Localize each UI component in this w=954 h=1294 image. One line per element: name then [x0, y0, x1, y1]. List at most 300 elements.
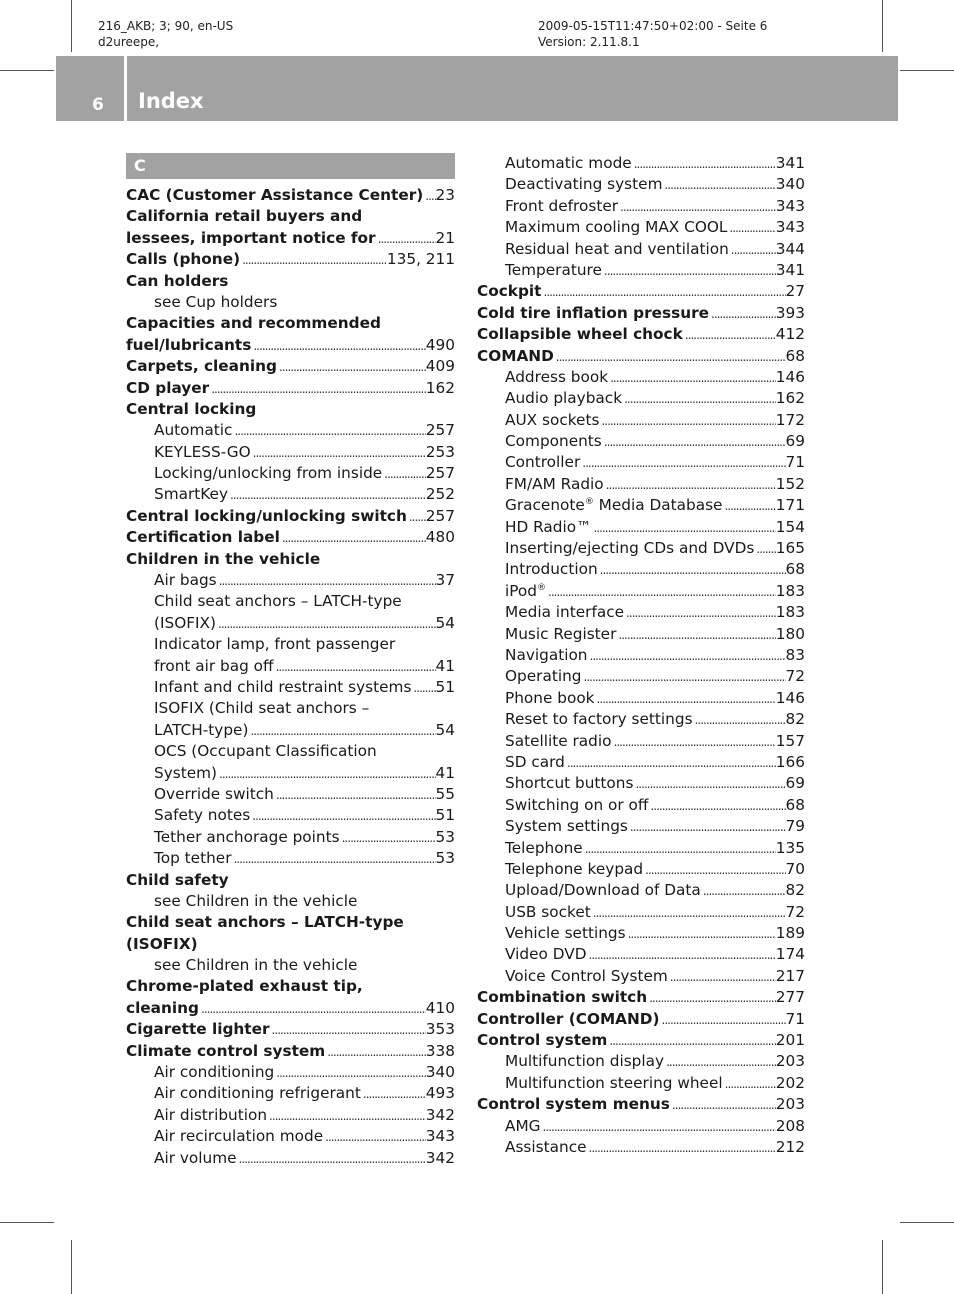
index-entry-text: Multifunction display — [505, 1052, 665, 1071]
index-entry-page: 410 — [425, 998, 455, 1017]
index-entry-page: 41 — [435, 763, 455, 782]
index-entry-text: Override switch — [154, 784, 274, 803]
index-entry-text: CD player — [126, 378, 210, 397]
index-entry-text: Cold tire inflation pressure — [477, 303, 710, 322]
index-entry — [126, 527, 455, 548]
index-entry-text: Inserting/ejecting CDs and DVDs — [505, 539, 755, 558]
index-entry-text: cleaning — [126, 998, 199, 1017]
index-entry — [126, 656, 455, 677]
leader-dots — [668, 967, 776, 988]
index-entry-page: 343 — [775, 218, 805, 237]
index-entry-page: 203 — [775, 1052, 805, 1071]
index-entry — [477, 1094, 805, 1115]
index-entry-text: Maximum cooling MAX COOL — [505, 218, 728, 237]
index-entry-page: 162 — [775, 389, 805, 408]
index-entry-text: Tether anchorage points — [154, 827, 340, 846]
index-entry-text: Temperature — [505, 260, 602, 279]
index-entry-page: 201 — [775, 1031, 805, 1050]
index-entry-text: Music Register — [505, 624, 617, 643]
index-entry-page: 343 — [775, 196, 805, 215]
index-entry-page: 54 — [435, 613, 455, 632]
index-entry-text: Air volume — [154, 1148, 237, 1167]
leader-dots — [267, 1106, 426, 1127]
leader-dots — [599, 411, 775, 432]
index-entry-page: 71 — [785, 1009, 805, 1028]
crop-mark — [0, 1222, 54, 1223]
index-entry-text: Satellite radio — [505, 731, 612, 750]
leader-dots — [237, 1149, 426, 1170]
index-entry-page: 27 — [785, 282, 805, 301]
index-entry-text: Child seat anchors – LATCH-type — [126, 913, 404, 932]
crop-mark — [882, 1240, 883, 1294]
index-entry-text: Address book — [505, 367, 609, 386]
index-entry-page: 146 — [775, 688, 805, 707]
index-entry-page: 340 — [425, 1063, 455, 1082]
index-entry — [477, 474, 805, 495]
index-entry-page: 152 — [775, 474, 805, 493]
leader-dots — [662, 175, 775, 196]
leader-dots — [607, 1031, 775, 1052]
print-meta-left — [98, 18, 233, 50]
index-entry-text — [505, 495, 722, 516]
leader-dots — [595, 689, 776, 710]
index-entry-text: Cigarette lighter — [126, 1020, 270, 1039]
index-entry — [477, 602, 805, 623]
index-entry — [126, 228, 455, 249]
leader-dots — [591, 903, 786, 924]
index-entry-text: Air conditioning refrigerant — [154, 1084, 361, 1103]
index-entry-page: 257 — [425, 506, 455, 525]
leader-dots — [602, 432, 786, 453]
leader-dots — [232, 421, 425, 442]
index-entry-page: 55 — [435, 784, 455, 803]
index-entry-text: front air bag off — [154, 656, 274, 675]
index-entry — [126, 292, 455, 313]
index-entry — [126, 976, 455, 997]
index-entry-page: 41 — [435, 656, 455, 675]
index-entry-page: 37 — [435, 571, 455, 590]
leader-dots — [618, 197, 776, 218]
index-entry — [477, 324, 805, 345]
index-entry-page: 253 — [425, 442, 455, 461]
leader-dots — [580, 453, 785, 474]
leader-dots — [325, 1042, 426, 1063]
index-entry-page: 146 — [775, 367, 805, 386]
leader-dots — [664, 1052, 776, 1073]
index-entry — [477, 346, 805, 367]
index-entry — [477, 923, 805, 944]
meta-right-line1: 2009-05-15T11:47:50+02:00 - Seite 6 — [538, 19, 768, 33]
leader-dots — [565, 753, 776, 774]
leader-dots — [411, 678, 435, 699]
index-entry-page: 71 — [785, 453, 805, 472]
leader-dots — [754, 539, 775, 560]
index-entry — [126, 378, 455, 399]
leader-dots — [280, 528, 426, 549]
index-entry — [477, 559, 805, 580]
index-entry-page: 83 — [785, 645, 805, 664]
index-entry — [126, 484, 455, 505]
index-entry-page: 344 — [775, 239, 805, 258]
leader-dots — [541, 1117, 776, 1138]
leader-dots — [541, 282, 785, 303]
index-entry-page: 51 — [435, 677, 455, 696]
page-number: 6 — [92, 95, 104, 115]
index-entry-page: 183 — [775, 581, 805, 600]
index-entry-text: Automatic — [154, 421, 233, 440]
index-entry — [126, 955, 455, 976]
index-entry — [477, 773, 805, 794]
index-entry-page: 79 — [785, 817, 805, 836]
index-entry — [126, 870, 455, 891]
index-list-right — [477, 153, 805, 1158]
index-entry — [126, 1126, 455, 1147]
index-entry-page: 180 — [775, 624, 805, 643]
index-entry-term: iPod — [505, 581, 537, 600]
index-entry-page: 165 — [775, 539, 805, 558]
index-entry — [477, 816, 805, 837]
index-entry-page: 82 — [785, 881, 805, 900]
index-entry — [126, 784, 455, 805]
index-entry — [126, 891, 455, 912]
index-entry — [477, 987, 805, 1008]
index-entry-text: Cockpit — [477, 282, 542, 301]
index-entry-page: 68 — [785, 560, 805, 579]
index-entry — [126, 741, 455, 762]
leader-dots — [647, 988, 776, 1009]
index-entry-text: Components — [505, 432, 602, 451]
index-entry — [126, 570, 455, 591]
index-entry-page: 51 — [435, 806, 455, 825]
index-entry-text: USB socket — [505, 902, 591, 921]
index-entry-text: Can holders — [126, 271, 229, 290]
index-entry — [126, 677, 455, 698]
index-entry-page: 208 — [775, 1116, 805, 1135]
index-entry-text: Telephone keypad — [505, 859, 644, 878]
leader-dots — [199, 999, 426, 1020]
index-entry — [477, 517, 805, 538]
index-entry-page: 412 — [775, 325, 805, 344]
index-entry — [126, 1019, 455, 1040]
index-entry — [126, 934, 455, 955]
index-entry — [126, 634, 455, 655]
index-entry — [477, 239, 805, 260]
index-entry-text: Reset to factory settings — [505, 710, 693, 729]
index-entry-text: KEYLESS-GO — [154, 442, 251, 461]
index-entry — [126, 848, 455, 869]
meta-left-line2: d2ureepe, — [98, 35, 160, 49]
index-column-left — [126, 153, 455, 1169]
index-entry-text: Automatic mode — [505, 154, 632, 172]
index-entry-text: FM/AM Radio — [505, 474, 604, 493]
index-entry-page: 212 — [775, 1137, 805, 1156]
page-title: Index — [138, 89, 204, 113]
index-entry-text: OCS (Occupant Classification — [154, 742, 377, 761]
index-entry-page: 393 — [775, 303, 805, 322]
index-entry — [477, 153, 805, 174]
index-entry-page: 68 — [785, 795, 805, 814]
index-entry — [126, 313, 455, 334]
index-entry — [477, 217, 805, 238]
index-entry-text: Media interface — [505, 603, 625, 622]
index-entry — [477, 260, 805, 281]
index-entry — [477, 859, 805, 880]
index-entry-page: 72 — [785, 667, 805, 686]
index-entry-text: Video DVD — [505, 945, 587, 964]
index-entry-page: 172 — [775, 410, 805, 429]
index-entry — [126, 591, 455, 612]
leader-dots — [648, 796, 785, 817]
index-entry — [477, 688, 805, 709]
leader-dots — [624, 603, 776, 624]
index-entry-text: Indicator lamp, front passenger — [154, 635, 396, 654]
leader-dots — [643, 860, 785, 881]
index-entry-text: see Children in the vehicle — [154, 891, 358, 910]
index-entry-text: Calls (phone) — [126, 250, 241, 269]
index-entry-text: AUX sockets — [505, 410, 600, 429]
index-entry-page: 340 — [775, 175, 805, 194]
index-entry — [477, 303, 805, 324]
index-entry-text: CAC (Customer Assistance Center) — [126, 186, 424, 204]
leader-dots — [588, 646, 786, 667]
index-entry-text: COMAND — [477, 346, 554, 365]
index-entry-text: Children in the vehicle — [126, 549, 321, 568]
index-entry-page: 68 — [785, 346, 805, 365]
index-entry-text: Climate control system — [126, 1041, 326, 1060]
index-entry-text: Central locking — [126, 399, 257, 418]
print-meta-right — [538, 18, 767, 50]
index-entry — [126, 805, 455, 826]
leader-dots — [587, 1138, 776, 1159]
index-entry-text: System settings — [505, 817, 628, 836]
leader-dots — [628, 817, 786, 838]
index-entry — [477, 752, 805, 773]
leader-dots — [216, 614, 436, 635]
index-entry — [126, 1105, 455, 1126]
index-entry-text: Central locking/unlocking switch — [126, 506, 407, 525]
index-entry-page: 341 — [775, 154, 805, 172]
index-entry-text: Top tether — [154, 849, 232, 868]
index-entry-page: 342 — [425, 1148, 455, 1167]
index-entry — [477, 966, 805, 987]
index-entry-page: 162 — [425, 378, 455, 397]
index-entry-text: System) — [154, 763, 218, 782]
index-entry-text: SmartKey — [154, 485, 229, 504]
index-entry-text: Assistance — [505, 1137, 587, 1156]
index-entry — [477, 1137, 805, 1158]
index-entry — [477, 1051, 805, 1072]
index-entry-page: 72 — [785, 902, 805, 921]
index-entry-text: Control system menus — [477, 1095, 670, 1114]
index-entry-text: Front defroster — [505, 196, 619, 215]
leader-dots — [591, 518, 775, 539]
index-entry-text: Phone book — [505, 688, 595, 707]
index-entry-page: 183 — [775, 603, 805, 622]
index-entry-text: (ISOFIX) — [154, 613, 216, 632]
index-entry-text: HD Radio™ — [505, 517, 592, 536]
index-entry — [126, 1062, 455, 1083]
index-entry-text: Telephone — [505, 838, 583, 857]
index-entry-text: Controller — [505, 453, 581, 472]
index-entry-text: Child safety — [126, 870, 229, 889]
index-entry-page: 23 — [435, 186, 455, 204]
index-entry — [477, 944, 805, 965]
crop-mark — [0, 70, 54, 71]
index-entry-text: Capacities and recommended — [126, 314, 381, 333]
leader-dots — [231, 849, 435, 870]
index-entry-page: 53 — [435, 849, 455, 868]
index-entry — [126, 613, 455, 634]
index-entry-text: Chrome-plated exhaust tip, — [126, 977, 363, 996]
index-entry — [126, 399, 455, 420]
leader-dots — [382, 464, 426, 485]
index-entry — [477, 581, 805, 602]
index-entry-page: 69 — [785, 774, 805, 793]
index-entry — [477, 452, 805, 473]
index-entry-text: Deactivating system — [505, 175, 663, 194]
leader-dots — [586, 945, 775, 966]
crop-mark — [900, 70, 954, 71]
header-divider — [124, 56, 127, 121]
index-entry-page: 203 — [775, 1095, 805, 1114]
index-entry-term: Gracenote — [505, 496, 585, 515]
index-entry-page: 135, 211 — [386, 250, 455, 269]
index-entry-text: Voice Control System — [505, 966, 668, 985]
index-entry-page: 217 — [775, 966, 805, 985]
index-entry — [477, 645, 805, 666]
index-entry-text: Infant and child restraint systems — [154, 677, 412, 696]
index-entry-text: Upload/Download of Data — [505, 881, 701, 900]
index-entry-page: 277 — [775, 988, 805, 1007]
leader-dots — [248, 721, 435, 742]
index-entry — [126, 998, 455, 1019]
index-entry-page: 21 — [435, 228, 455, 247]
leader-dots — [274, 1063, 426, 1084]
index-entry — [126, 463, 455, 484]
index-entry-text — [505, 581, 546, 602]
leader-dots — [240, 250, 387, 271]
index-entry-text: Navigation — [505, 645, 588, 664]
index-entry-text: Residual heat and ventilation — [505, 239, 729, 258]
leader-dots — [602, 261, 776, 282]
leader-dots — [723, 1074, 776, 1095]
leader-dots — [626, 924, 776, 945]
index-entry — [477, 174, 805, 195]
index-entry-page: 70 — [785, 859, 805, 878]
leader-dots — [361, 1084, 426, 1105]
leader-dots — [670, 1095, 776, 1116]
index-entry — [477, 410, 805, 431]
index-entry-page: 154 — [775, 517, 805, 536]
index-entry — [126, 271, 455, 292]
index-entry-text: lessees, important notice for — [126, 228, 376, 247]
leader-dots — [554, 347, 786, 368]
index-entry — [477, 731, 805, 752]
index-entry-page: 341 — [775, 260, 805, 279]
leader-dots — [228, 485, 426, 506]
index-entry — [126, 1148, 455, 1169]
index-entry-text: Collapsible wheel chock — [477, 325, 683, 344]
index-entry-text: Air bags — [154, 571, 217, 590]
index-entry-sup: ® — [584, 497, 594, 508]
index-entry-page: 490 — [425, 335, 455, 354]
index-entry-page: 480 — [425, 528, 455, 547]
index-entry — [477, 880, 805, 901]
index-entry — [126, 698, 455, 719]
index-entry-text: Introduction — [505, 560, 598, 579]
index-entry — [477, 367, 805, 388]
index-entry-text: Child seat anchors – LATCH-type — [154, 592, 402, 611]
leader-dots — [608, 368, 776, 389]
index-entry-page: 135 — [775, 838, 805, 857]
index-entry-text: SD card — [505, 752, 565, 771]
leader-dots — [251, 443, 426, 464]
index-entry-text: Multifunction steering wheel — [505, 1073, 723, 1092]
index-entry-page: 202 — [775, 1073, 805, 1092]
index-entry-page: 82 — [785, 710, 805, 729]
index-entry-page: 171 — [775, 496, 805, 515]
index-entry — [126, 549, 455, 570]
index-entry-page: 252 — [425, 485, 455, 504]
index-entry-text: Combination switch — [477, 988, 648, 1007]
index-entry — [477, 624, 805, 645]
index-entry-page: 343 — [425, 1127, 455, 1146]
index-entry-text: Switching on or off — [505, 795, 649, 814]
leader-dots — [693, 710, 786, 731]
index-entry-text: Safety notes — [154, 806, 251, 825]
index-entry — [477, 838, 805, 859]
index-entry-text: Audio playback — [505, 389, 623, 408]
leader-dots — [727, 218, 775, 239]
index-entry — [126, 249, 455, 270]
index-entry — [477, 1030, 805, 1051]
leader-dots — [633, 774, 785, 795]
index-entry — [477, 538, 805, 559]
index-entry-page: 409 — [425, 357, 455, 376]
index-entry-page: 157 — [775, 731, 805, 750]
index-entry-text: LATCH-type) — [154, 720, 249, 739]
index-entry-page: 53 — [435, 827, 455, 846]
index-entry-text: Certification label — [126, 528, 280, 547]
index-entry — [126, 442, 455, 463]
crop-mark — [900, 1222, 954, 1223]
index-entry-text: Carpets, cleaning — [126, 357, 277, 376]
index-entry — [477, 795, 805, 816]
index-entry-text: Controller (COMAND) — [477, 1009, 660, 1028]
leader-dots — [660, 1010, 786, 1031]
leader-dots — [632, 154, 776, 175]
leader-dots — [407, 507, 426, 528]
index-entry-page: 257 — [425, 464, 455, 483]
index-entry-text: Vehicle settings — [505, 924, 626, 943]
index-entry-text: Air distribution — [154, 1105, 268, 1124]
leader-dots — [622, 389, 776, 410]
index-entry — [477, 281, 805, 302]
index-entry-text: ISOFIX (Child seat anchors – — [154, 699, 370, 718]
section-letter-bar: C — [126, 153, 455, 179]
index-entry-page: 54 — [435, 720, 455, 739]
leader-dots — [251, 336, 425, 357]
crop-mark — [882, 0, 883, 52]
leader-dots — [340, 828, 436, 849]
leader-dots — [729, 240, 776, 261]
leader-dots — [274, 657, 436, 678]
index-entry — [126, 827, 455, 848]
index-entry-term-after: Media Database — [593, 496, 723, 515]
index-entry-page: 353 — [425, 1020, 455, 1039]
index-entry — [477, 196, 805, 217]
leader-dots — [722, 496, 775, 517]
